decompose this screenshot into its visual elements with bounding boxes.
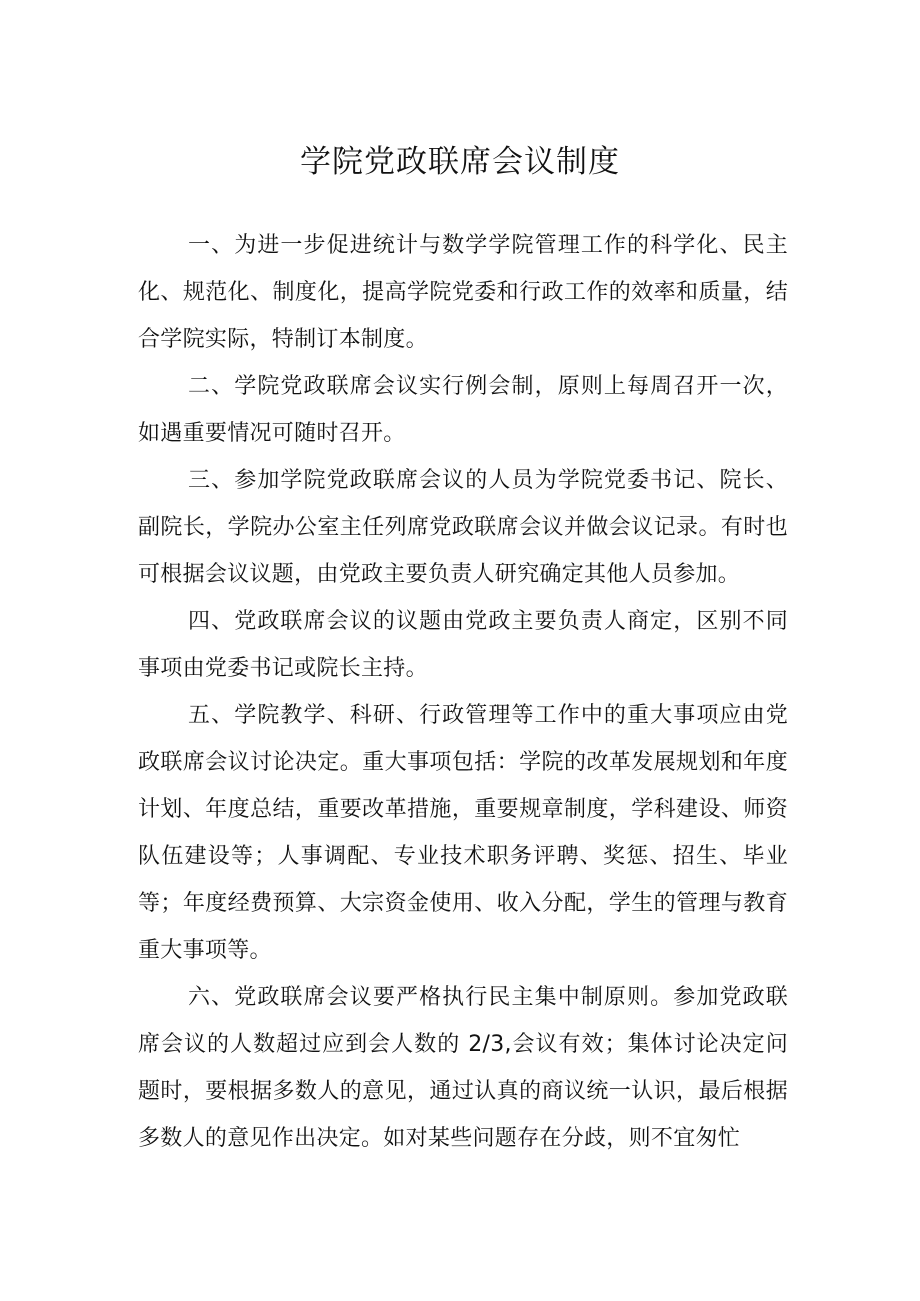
paragraph-3: 三、参加学院党政联席会议的人员为学院党委书记、院长、副院长，学院办公室主任列席党政联席会议并做会议记录。有时也可根据会议议题，由党政主要负责人研究确定其他人员参加。 [138,468,788,587]
document-title: 学院党政联席会议制度 [300,144,620,180]
paragraph-2: 二、学院党政联席会议实行例会制，原则上每周召开一次，如遇重要情况可随时召开。 [138,374,788,446]
paragraph-1: 一、为进一步促进统计与数学学院管理工作的科学化、民主化、规范化、制度化，提高学院党委和行政工作的效率和质量，结合学院实际，特制订本制度。 [138,233,788,352]
paragraph-4: 四、党政联席会议的议题由党政主要负责人商定，区别不同事项由党委书记或院长主持。 [138,609,788,681]
paragraph-6: 六、党政联席会议要严格执行民主集中制原则。参加党政联席会议的人数超过应到会人数的 2/3,会议有效；集体讨论决定问题时，要根据多数人的意见，通过认真的商议统一认识，最后根据多数人的意见作出决定。如对某些问题存在分歧，则不宜匆忙 [138,985,788,1151]
paragraph-5: 五、学院教学、科研、行政管理等工作中的重大事项应由党政联席会议讨论决定。重大事项包括：学院的改革发展规划和年度计划、年度总结，重要改革措施，重要规章制度，学科建设、师资队伍建设等；人事调配、专业技术职务评聘、奖惩、招生、毕业等；年度经费预算、大宗资金使用、收入分配，学生的管理与教育重大事项等。 [138,703,788,963]
document-body [138,222,788,1162]
